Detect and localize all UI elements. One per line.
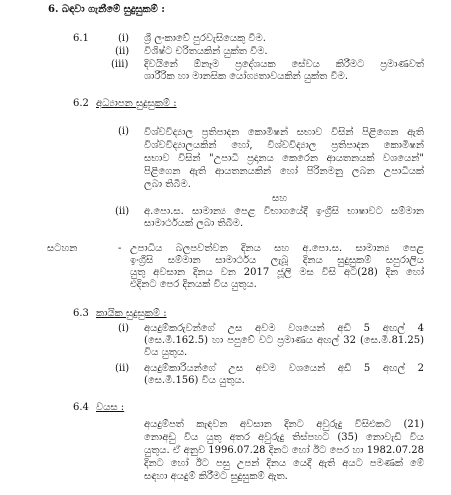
list-item-citizenship: ශ්‍රී ලංකාවේ පුරවැසියෙකු වීම. [144, 33, 266, 44]
list-marker: (ii) [115, 46, 130, 57]
list-item-character: විශිෂ්ට චරිතයකින් යුක්ත වීම. [144, 46, 268, 57]
subsection-title-physical: කායික සුදුසුකම් : [96, 308, 167, 319]
note-label: සටහන [47, 243, 78, 254]
conjunction-and: සහ [272, 193, 288, 204]
list-marker: (iii) [111, 59, 129, 70]
list-marker: (i) [118, 126, 130, 137]
subsection-title-education: අධ්‍යාපන සුදුසුකම් : [96, 98, 177, 109]
subsection-number-6-1: 6.1 [73, 33, 89, 44]
note-body: උපාධිය බලපවත්වන දිනය සහ අ.පො.ස. සාමාන්‍ය පෙළ ඉංග්‍රීසි සම්මාන සාමාර්ථය ලැබූ දිනය සුදුසුකම් සපුරාලිය යුතු අවසාන දිනය වන 2017 ජූලි මස විසි අට(28) දින හෝ එදිනට පෙර දිනයක් විය යුතුය. [130, 243, 424, 290]
list-item-height-female: අයදුම්කාරියන්ගේ උස අවම වශයෙන් අඩි 5 අඟල් 2 (සෙ.මී.156) විය යුතුය. [144, 363, 424, 386]
list-item-english-pass: අ.පො.ස. සාමාන්‍ය පෙළ විභාගයේදී ඉංග්‍රීසි භාෂාවට සම්මාන සාමාර්ථයක් ලබා තිබීම. [144, 206, 424, 229]
subsection-title-age: වයස : [96, 402, 125, 413]
note-dash: - [118, 243, 122, 254]
list-marker: (i) [118, 323, 130, 334]
section-heading: 6. බඳවා ගැනීමේ සුදුසුකම් : [48, 4, 165, 15]
list-item-fitness: දිවයිනේ ඕනෑම ප්‍රදේශයක සේවය කිරීමට ප්‍රමාණවත් ශාරීරික හා මානසික යෝග්‍යතාවයකින් යුක්ත වීම. [144, 59, 424, 82]
subsection-number-6-4: 6.4 [73, 402, 89, 413]
list-item-degree: විශ්වවිද්‍යාල ප්‍රතිපාදන කොමිෂන් සභාව විසින් පිළිගෙන ඇති විශ්වවිද්‍යාලයකින් හෝ, විශ්වවිද්‍යාල ප්‍රතිපාදන කොමිෂන් සභාව විසින් "උපාධි ප්‍රදානය කෙරෙන ආයතනයක් වශයෙන්" පිළිගෙන ඇති ආයතනයකින් හෝ පිරිනමනු ලබන උපාධියක් ලබා තිබීම. [144, 127, 424, 190]
age-requirement-text: අයදුම්පත් කැඳවන අවසාන දිනට අවුරුදු විසිඑකට (21) නොඅඩු විය යුතු අතර අවුරුදු තිස්පහට (35) නොවැඩි විය යුතුය. ඒ අනුව 1996.07.28 දිනට හෝ ඊට පෙර හා 1982.07.28 දිනට හෝ ඊට පසු උපන් දිනය යෙදී ඇති අයට පමණක් මේ සඳහා අයදුම් කිරීමට සුදුසුකම් ඇත. [144, 419, 424, 482]
list-marker: (i) [118, 33, 130, 44]
subsection-number-6-2: 6.2 [73, 98, 89, 109]
list-marker: (ii) [115, 206, 130, 217]
list-marker: (ii) [115, 363, 130, 374]
list-item-height-male: අයදුම්කරුවන්ගේ උස අවම වශයෙන් අඩි 5 අඟල් 4 (සෙ.මී.162.5) හා පපුවේ වට ප්‍රමාණය අඟල් 32 (සෙ.මී.81.25) විය යුතුය. [144, 323, 424, 358]
subsection-number-6-3: 6.3 [73, 308, 89, 319]
